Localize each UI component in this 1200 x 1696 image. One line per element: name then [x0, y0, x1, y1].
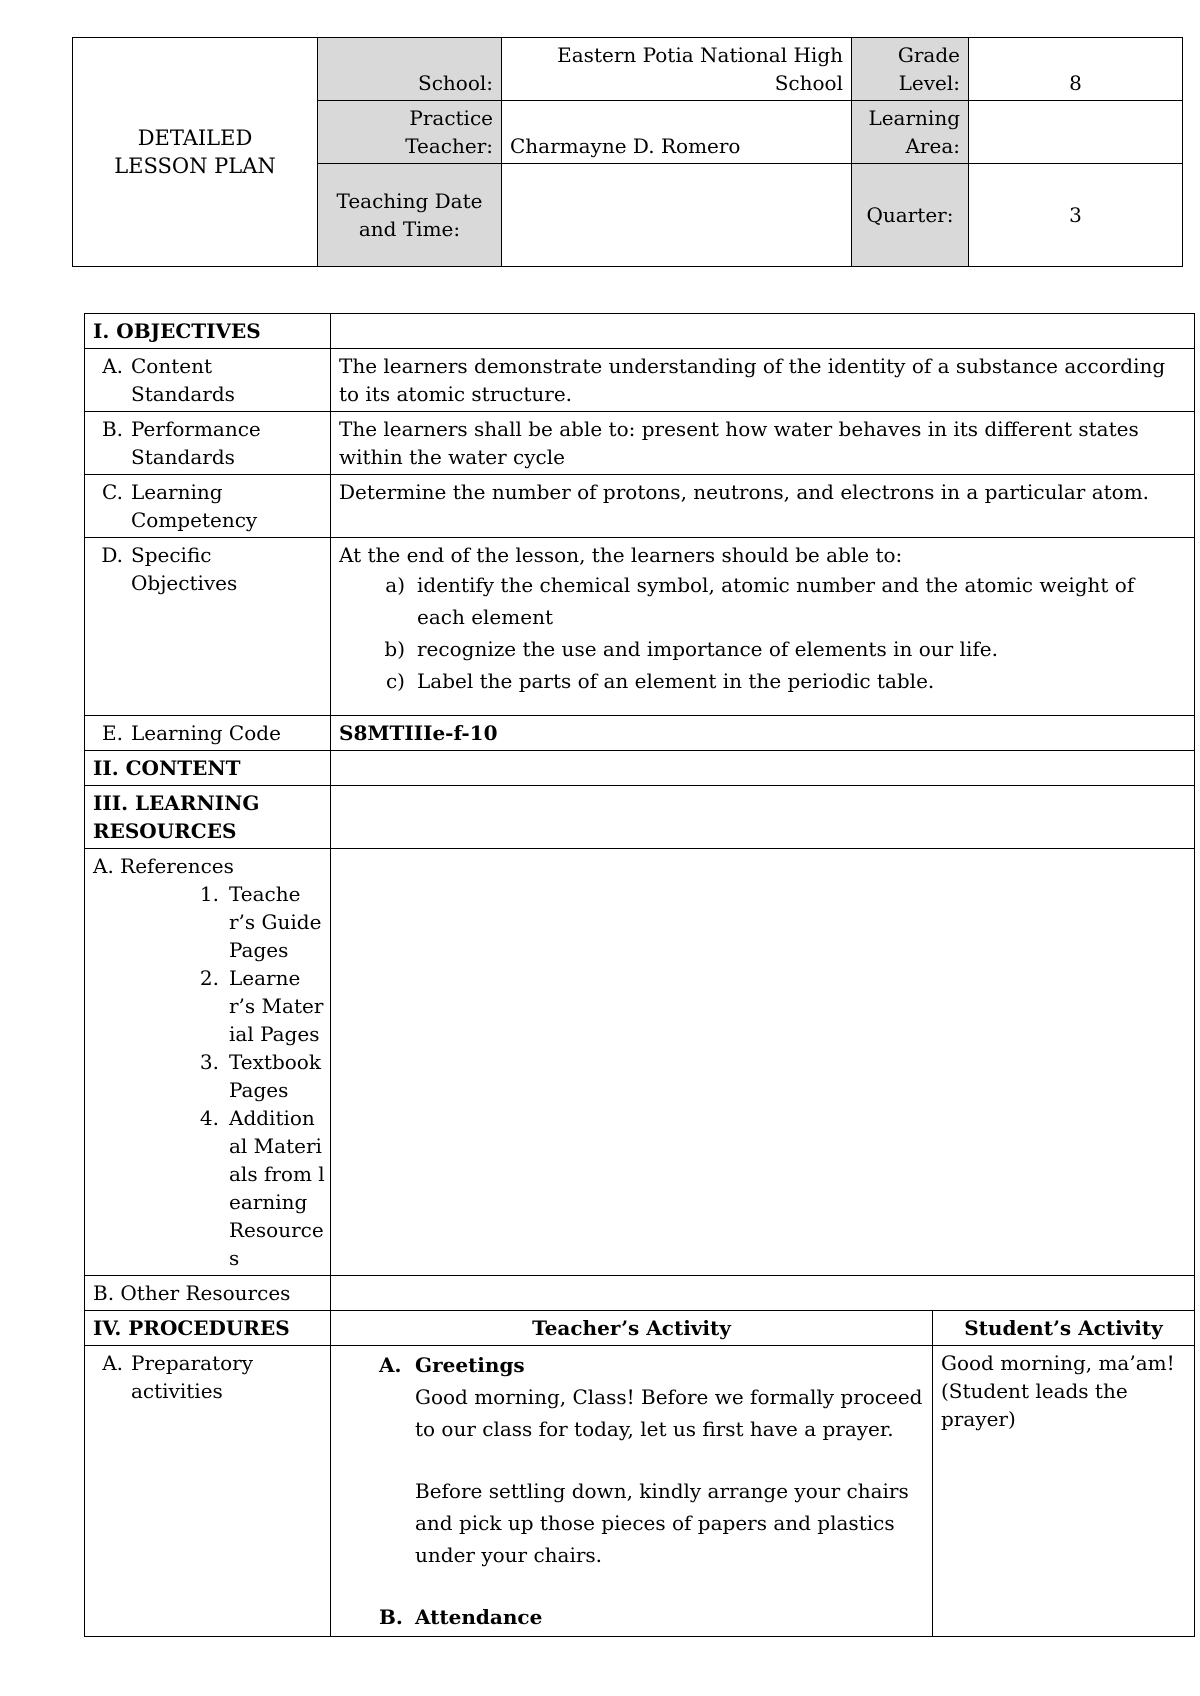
list-item: 1. Teacher’s Guide Pages — [199, 882, 322, 962]
learning-area-label: Learning Area: — [852, 101, 969, 164]
procedures-heading: IV. PROCEDURES — [85, 1311, 331, 1346]
greetings-paragraph-1: Good morning, Class! Before we formally proceed to our class for today, let us first have a prayer. — [415, 1385, 923, 1441]
school-value: Eastern Potia National High School — [502, 38, 852, 101]
references-cell — [85, 849, 331, 1276]
list-item: 4. Additional Materials from learning Resources — [199, 1106, 325, 1270]
teacher-activity-cell — [331, 1346, 933, 1637]
learning-area-value — [969, 101, 1183, 164]
other-resources-label: B. Other Resources — [85, 1276, 331, 1311]
learning-resources-heading: III. LEARNING RESOURCES — [85, 786, 331, 849]
list-item: c) Label the parts of an element in the periodic table. — [385, 669, 935, 693]
student-prayer-text: (Student leads the prayer) — [941, 1379, 1128, 1431]
objectives-heading: I. OBJECTIVES — [85, 314, 331, 349]
learning-competency-text: Determine the number of protons, neutrons, and electrons in a particular atom. — [331, 475, 1195, 538]
references-blank — [331, 849, 1195, 1276]
document-title: DETAILED LESSON PLAN — [73, 38, 318, 267]
student-activity-cell — [933, 1346, 1195, 1637]
specific-objectives-label: D. Specific Objectives — [85, 538, 331, 716]
lesson-plan-header-table — [72, 37, 1183, 267]
quarter-value: 3 — [969, 164, 1183, 267]
attendance-heading: B. Attendance — [379, 1605, 543, 1629]
teaching-date-label: Teaching Date and Time: — [318, 164, 502, 267]
lesson-plan-body-table — [84, 313, 1195, 1637]
list-item: b) recognize the use and importance of elements in our life. — [384, 637, 998, 661]
specific-objectives-list — [369, 569, 1186, 697]
grade-level-label: Grade Level: — [852, 38, 969, 101]
practice-teacher-value: Charmayne D. Romero — [502, 101, 852, 164]
quarter-label: Quarter: — [852, 164, 969, 267]
performance-standards-text: The learners shall be able to: present how water behaves in its different states within the water cycle — [331, 412, 1195, 475]
performance-standards-label: B. Performance Standards — [85, 412, 331, 475]
references-label: A. References — [93, 854, 234, 878]
greetings-heading: A. Greetings — [379, 1353, 525, 1377]
content-standards-label: A. Content Standards — [85, 349, 331, 412]
student-greeting-text: Good morning, ma’am! — [941, 1351, 1175, 1375]
list-item: 3. Textbook Pages — [199, 1050, 321, 1102]
practice-teacher-label: Practice Teacher: — [318, 101, 502, 164]
greetings-paragraph-2: Before settling down, kindly arrange your chairs and pick up those pieces of papers and plastics under your chairs. — [415, 1479, 909, 1567]
content-heading: II. CONTENT — [85, 751, 331, 786]
learning-code-label: E. Learning Code — [85, 716, 331, 751]
list-item: 2. Learner’s Material Pages — [199, 966, 324, 1046]
references-list — [193, 880, 326, 1272]
learning-code-value: S8MTIIIe-f-10 — [331, 716, 1195, 751]
other-resources-blank — [331, 1276, 1195, 1311]
student-activity-header: Student’s Activity — [933, 1311, 1195, 1346]
content-standards-text: The learners demonstrate understanding of the identity of a substance according to its atomic structure. — [331, 349, 1195, 412]
school-label: School: — [318, 38, 502, 101]
objectives-heading-blank — [331, 314, 1195, 349]
teacher-activity-header: Teacher’s Activity — [331, 1311, 933, 1346]
teaching-date-value — [502, 164, 852, 267]
content-blank — [331, 751, 1195, 786]
specific-objectives-cell — [331, 538, 1195, 716]
grade-level-value: 8 — [969, 38, 1183, 101]
preparatory-activities-label: A. Preparatory activities — [85, 1346, 331, 1637]
specific-objectives-intro: At the end of the lesson, the learners should be able to: — [339, 543, 903, 567]
list-item: a) identify the chemical symbol, atomic number and the atomic weight of each element — [385, 573, 1135, 629]
learning-competency-label: C. Learning Competency — [85, 475, 331, 538]
learning-resources-blank — [331, 786, 1195, 849]
